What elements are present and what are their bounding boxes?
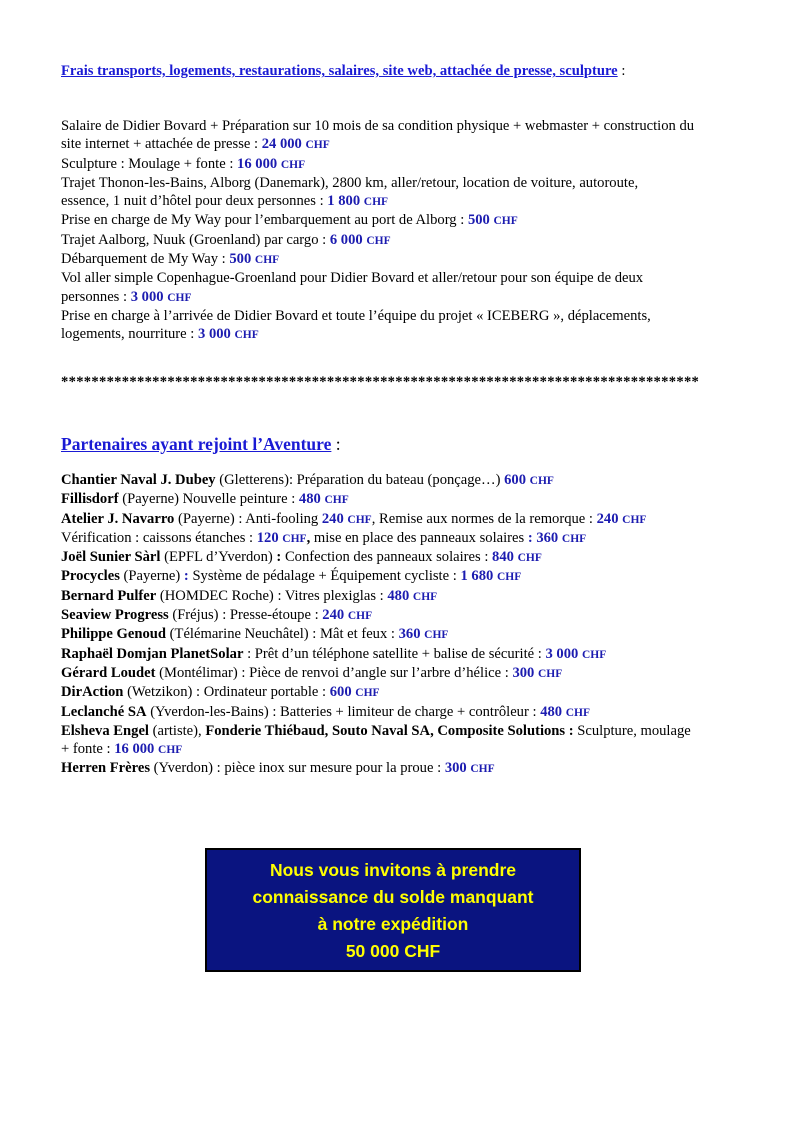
cost-line bbox=[61, 250, 694, 269]
currency-label: CHF bbox=[324, 494, 349, 507]
partner-name: Chantier Naval J. Dubey bbox=[61, 472, 216, 488]
partner-line bbox=[61, 703, 691, 722]
partner-text: Vérification : caissons étanches : bbox=[61, 529, 257, 546]
currency-label: CHF bbox=[355, 687, 380, 700]
cost-line bbox=[61, 211, 694, 230]
currency-label: CHF bbox=[347, 513, 372, 526]
currency-label: CHF bbox=[517, 552, 542, 565]
cost-text: essence, 1 nuit d’hôtel pour deux personnes : bbox=[61, 193, 328, 210]
partner-text: (Payerne) : Anti-fooling bbox=[174, 510, 322, 527]
cost-text: Vol aller simple Copenhague-Groenland pour Didier Bovard et aller/retour pour son équipe de deux bbox=[61, 270, 644, 287]
currency-label: CHF bbox=[496, 571, 522, 584]
partner-name: Fonderie Thiébaud, Souto Naval SA, Composite Solutions : bbox=[205, 722, 574, 739]
cost-text: Débarquement de My Way : bbox=[61, 251, 230, 268]
partner-text: Sculpture, moulage bbox=[573, 722, 691, 739]
partner-amount: 360 bbox=[398, 626, 421, 643]
partner-amount: : 360 bbox=[527, 529, 559, 546]
partner-amount: 3 000 bbox=[545, 645, 579, 662]
partner-name: Elsheva Engel bbox=[61, 722, 149, 739]
partner-amount: 480 bbox=[387, 587, 410, 604]
cost-line bbox=[61, 307, 694, 325]
currency-label: CHF bbox=[167, 291, 192, 304]
partner-amount: 300 bbox=[444, 760, 467, 777]
callout-line: connaissance du solde manquant bbox=[252, 887, 534, 907]
currency-label: CHF bbox=[254, 254, 280, 267]
cost-amount: 3 000 bbox=[130, 288, 164, 305]
partner-amount: 1 680 bbox=[460, 568, 494, 585]
cost-text: Trajet Thonon-les-Bains, Alborg (Danemark), 2800 km, aller/retour, location de voiture, autoroute, bbox=[61, 174, 639, 191]
callout-line: à notre expédition bbox=[317, 914, 469, 934]
cost-text: Sculpture : Moulage + fonte : bbox=[61, 155, 238, 172]
partner-line bbox=[61, 587, 691, 606]
partner-line bbox=[61, 510, 691, 529]
currency-label: CHF bbox=[470, 763, 495, 776]
partner-amount: 240 bbox=[596, 510, 619, 527]
partner-text: Confection des panneaux solaires : bbox=[284, 549, 493, 566]
currency-label: CHF bbox=[158, 744, 183, 757]
partner-text: (Payerne) Nouvelle peinture : bbox=[118, 491, 299, 508]
partner-text: (Yverdon-les-Bains) : Batteries + limiteur de charge + contrôleur : bbox=[146, 703, 541, 720]
partner-amount: 480 bbox=[540, 703, 563, 720]
partner-text: , Remise aux normes de la remorque : bbox=[371, 510, 597, 527]
callout-amount: 50 000 CHF bbox=[345, 941, 441, 961]
partners-heading-link[interactable]: Partenaires ayant rejoint l’Aventure bbox=[61, 434, 332, 454]
partner-text: Système de pédalage + Équipement cycliste : bbox=[188, 568, 461, 585]
cost-amount: 24 000 bbox=[261, 136, 302, 153]
costs-heading-link[interactable]: Frais transports, logements, restaurations, salaires, site web, attachée de presse, sculpture bbox=[61, 63, 618, 79]
costs-list bbox=[61, 117, 694, 345]
partner-line bbox=[61, 606, 691, 625]
cost-text: logements, nourriture : bbox=[61, 326, 198, 343]
cost-amount: 500 bbox=[467, 212, 490, 229]
partner-line bbox=[61, 664, 691, 683]
cost-text: personnes : bbox=[61, 288, 131, 305]
partner-name: Leclanché SA bbox=[61, 703, 147, 720]
partner-amount: 16 000 bbox=[114, 741, 155, 758]
partner-line bbox=[61, 490, 691, 509]
partner-line bbox=[61, 683, 691, 702]
currency-label: CHF bbox=[412, 590, 438, 603]
currency-label: CHF bbox=[565, 706, 591, 719]
partner-name: Bernard Pulfer bbox=[61, 587, 157, 604]
partner-name: : bbox=[276, 549, 285, 566]
currency-label: CHF bbox=[366, 234, 391, 247]
currency-label: CHF bbox=[424, 629, 449, 642]
cost-amount: 6 000 bbox=[329, 231, 363, 248]
partner-text: (Fréjus) : Presse-étoupe : bbox=[168, 607, 323, 624]
partner-name: Gérard Loudet bbox=[61, 664, 156, 681]
partner-name: Atelier J. Navarro bbox=[61, 510, 175, 527]
partner-line bbox=[61, 722, 691, 740]
partner-line bbox=[61, 529, 691, 548]
partners-list bbox=[61, 471, 691, 779]
currency-label: CHF bbox=[305, 139, 330, 152]
partner-text: mise en place des panneaux solaires bbox=[313, 529, 528, 546]
separator-line: ************************************************************************************ bbox=[61, 374, 700, 390]
currency-label: CHF bbox=[493, 215, 518, 228]
partner-name: , bbox=[306, 529, 314, 546]
partner-name: Raphaël Domjan PlanetSolar bbox=[61, 645, 244, 662]
cost-text: Prise en charge de My Way pour l’embarquement au port de Alborg : bbox=[61, 212, 468, 229]
costs-heading bbox=[61, 62, 625, 80]
cost-line bbox=[61, 231, 694, 250]
partner-text: (Yverdon) : pièce inox sur mesure pour la proue : bbox=[150, 760, 445, 777]
cost-text: site internet + attachée de presse : bbox=[61, 136, 262, 153]
currency-label: CHF bbox=[282, 532, 307, 545]
partner-line bbox=[61, 740, 691, 759]
callout-line: Nous vous invitons à prendre bbox=[269, 860, 517, 880]
currency-label: CHF bbox=[280, 158, 306, 171]
partner-line bbox=[61, 625, 691, 644]
cost-line bbox=[61, 135, 694, 154]
currency-label: CHF bbox=[561, 532, 587, 545]
partner-line bbox=[61, 567, 691, 586]
partner-text: (HOMDEC Roche) : Vitres plexiglas : bbox=[156, 587, 388, 604]
partner-name: DirAction bbox=[61, 684, 124, 701]
partner-line bbox=[61, 548, 691, 567]
cost-text: Prise en charge à l’arrivée de Didier Bovard et toute l’équipe du projet « ICEBERG », déplacements, bbox=[61, 307, 651, 324]
partner-text: (EPFL d’Yverdon) bbox=[160, 549, 277, 566]
partner-name: Philippe Genoud bbox=[61, 626, 167, 643]
partner-line bbox=[61, 759, 691, 778]
partner-line bbox=[61, 471, 691, 490]
partner-text: (Télémarine Neuchâtel) : Mât et feux : bbox=[166, 626, 399, 643]
partner-amount: 600 bbox=[504, 472, 527, 488]
partner-name: Procycles bbox=[61, 568, 120, 585]
currency-label: CHF bbox=[538, 667, 563, 680]
cost-line bbox=[61, 325, 694, 344]
partner-amount: 600 bbox=[329, 684, 352, 701]
partner-text: (artiste), bbox=[148, 722, 206, 739]
cost-line bbox=[61, 174, 694, 192]
partner-name: Joël Sunier Sàrl bbox=[61, 549, 161, 566]
partner-text: : Prêt d’un téléphone satellite + balise de sécurité : bbox=[243, 645, 546, 662]
partner-amount: 120 bbox=[256, 529, 279, 546]
partner-text: (Payerne) bbox=[119, 568, 184, 585]
currency-label: CHF bbox=[529, 475, 554, 487]
partners-heading-suffix: : bbox=[331, 434, 341, 454]
cost-line bbox=[61, 117, 694, 135]
costs-heading-suffix: : bbox=[617, 63, 626, 79]
partner-amount: 240 bbox=[321, 510, 344, 527]
partner-name: Seaview Progress bbox=[61, 607, 169, 624]
cost-text: Trajet Aalborg, Nuuk (Groenland) par cargo : bbox=[61, 231, 330, 248]
cost-amount: 500 bbox=[229, 251, 252, 268]
currency-label: CHF bbox=[347, 610, 373, 623]
partner-line bbox=[61, 645, 691, 664]
cost-amount: 3 000 bbox=[198, 326, 231, 343]
partner-text: + fonte : bbox=[61, 741, 115, 758]
funding-callout-box bbox=[205, 848, 581, 972]
currency-label: CHF bbox=[622, 513, 647, 526]
cost-line bbox=[61, 269, 694, 287]
partner-amount: : bbox=[183, 568, 189, 585]
partner-amount: 840 bbox=[492, 549, 514, 566]
cost-line bbox=[61, 192, 694, 211]
cost-text: Salaire de Didier Bovard + Préparation sur 10 mois de sa condition physique + webmaster + construction du bbox=[61, 118, 695, 134]
partner-amount: 300 bbox=[512, 664, 535, 681]
partner-amount: 240 bbox=[322, 607, 345, 624]
partners-heading bbox=[61, 433, 341, 455]
cost-amount: 1 800 bbox=[327, 193, 361, 210]
partner-text: (Gletterens): Préparation du bateau (ponçage…) bbox=[215, 472, 505, 488]
partner-text: (Wetzikon) : Ordinateur portable : bbox=[123, 684, 330, 701]
currency-label: CHF bbox=[363, 196, 389, 209]
cost-amount: 16 000 bbox=[237, 155, 278, 172]
cost-line bbox=[61, 288, 694, 307]
cost-line bbox=[61, 155, 694, 174]
partner-text: (Montélimar) : Pièce de renvoi d’angle sur l’arbre d’hélice : bbox=[155, 664, 513, 681]
currency-label: CHF bbox=[581, 648, 607, 661]
currency-label: CHF bbox=[234, 329, 259, 342]
partner-name: Fillisdorf bbox=[61, 491, 119, 508]
partner-name: Herren Frères bbox=[61, 760, 151, 777]
partner-amount: 480 bbox=[298, 491, 321, 508]
